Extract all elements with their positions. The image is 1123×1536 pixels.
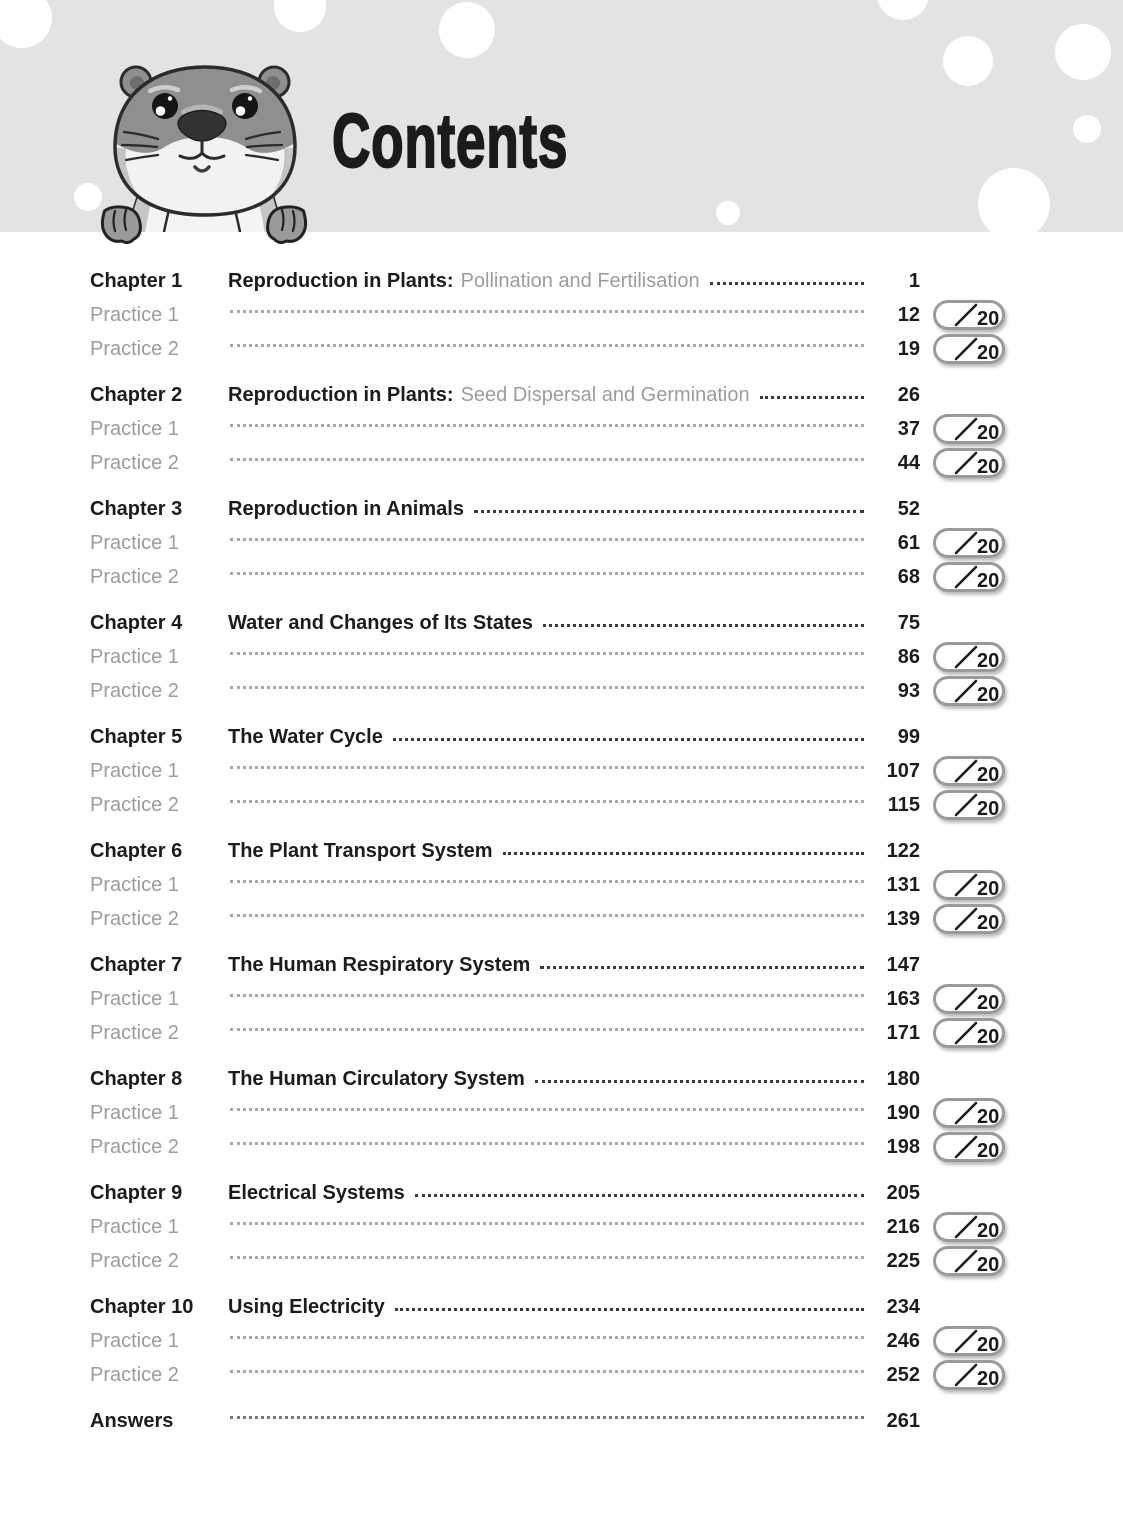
toc-chapter-group xyxy=(90,1176,1005,1278)
dotted-leader xyxy=(230,1336,864,1339)
score-slash-icon xyxy=(938,1249,1000,1273)
chapter-title: Water and Changes of Its States xyxy=(228,611,533,634)
practice-label: Practice 2 xyxy=(90,565,179,588)
practice-page: 107 xyxy=(886,759,920,782)
dotted-leader xyxy=(230,1416,864,1419)
chapter-subtitle: Pollination and Fertilisation xyxy=(460,269,700,292)
score-slash-icon xyxy=(938,1363,1000,1387)
toc-practice-row xyxy=(90,982,1005,1016)
practice-page: 171 xyxy=(886,1021,920,1044)
toc-practice-row xyxy=(90,1324,1005,1358)
chapter-title: Reproduction in Plants: xyxy=(228,383,454,406)
score-box xyxy=(933,1360,1005,1390)
dotted-leader xyxy=(503,852,864,855)
chapter-page: 1 xyxy=(908,269,920,292)
chapter-subtitle: Seed Dispersal and Germination xyxy=(460,383,750,406)
dotted-leader xyxy=(230,800,864,803)
deco-circle xyxy=(74,183,102,211)
practice-page: 216 xyxy=(886,1215,920,1238)
chapter-label: Chapter 2 xyxy=(90,383,183,406)
score-box xyxy=(933,562,1005,592)
score-slash-icon xyxy=(938,565,1000,589)
chapter-label: Chapter 6 xyxy=(90,839,183,862)
chapter-label: Chapter 8 xyxy=(90,1067,183,1090)
score-slash-icon xyxy=(938,1329,1000,1353)
deco-circle xyxy=(1073,115,1101,143)
practice-page: 61 xyxy=(897,531,920,554)
score-slash-icon xyxy=(938,451,1000,475)
score-denominator: 20 xyxy=(977,1220,1000,1239)
score-box xyxy=(933,448,1005,478)
otter-mascot-icon xyxy=(100,55,310,251)
score-denominator: 20 xyxy=(977,764,1000,783)
score-slash-icon xyxy=(938,337,1000,361)
toc-practice-row xyxy=(90,560,1005,594)
chapter-page: 99 xyxy=(897,725,920,748)
score-slash-icon xyxy=(938,1215,1000,1239)
toc-chapter-row xyxy=(90,606,1005,640)
answers-label: Answers xyxy=(90,1409,174,1432)
toc-chapter-row xyxy=(90,264,1005,298)
dotted-leader xyxy=(230,344,864,347)
dotted-leader xyxy=(230,424,864,427)
practice-page: 252 xyxy=(886,1363,920,1386)
score-box xyxy=(933,1326,1005,1356)
dotted-leader xyxy=(710,282,864,285)
chapter-label: Chapter 7 xyxy=(90,953,183,976)
score-box xyxy=(933,676,1005,706)
chapter-title: The Human Respiratory System xyxy=(228,953,531,976)
dotted-leader xyxy=(230,538,864,541)
score-slash-icon xyxy=(938,303,1000,327)
toc-list xyxy=(90,264,1005,1438)
toc-chapter-group xyxy=(90,834,1005,936)
chapter-page: 180 xyxy=(886,1067,920,1090)
chapter-title: The Water Cycle xyxy=(228,725,383,748)
chapter-title: Using Electricity xyxy=(228,1295,385,1318)
practice-page: 44 xyxy=(897,451,920,474)
practice-page: 37 xyxy=(897,417,920,440)
dotted-leader xyxy=(230,652,864,655)
score-denominator: 20 xyxy=(977,456,1000,475)
toc-practice-row xyxy=(90,332,1005,366)
practice-label: Practice 1 xyxy=(90,759,179,782)
dotted-leader xyxy=(230,880,864,883)
dotted-leader xyxy=(230,1142,864,1145)
dotted-leader xyxy=(230,686,864,689)
toc-practice-row xyxy=(90,1096,1005,1130)
dotted-leader xyxy=(230,766,864,769)
score-box xyxy=(933,414,1005,444)
score-box xyxy=(933,984,1005,1014)
deco-circle xyxy=(716,201,740,225)
practice-page: 93 xyxy=(897,679,920,702)
deco-circle xyxy=(0,0,52,48)
toc-practice-row xyxy=(90,902,1005,936)
deco-circle xyxy=(877,0,929,20)
dotted-leader xyxy=(395,1308,864,1311)
dotted-leader xyxy=(393,738,864,741)
score-denominator: 20 xyxy=(977,684,1000,703)
toc-practice-row xyxy=(90,788,1005,822)
chapter-label: Chapter 4 xyxy=(90,611,183,634)
practice-page: 163 xyxy=(886,987,920,1010)
practice-label: Practice 2 xyxy=(90,451,179,474)
answers-row xyxy=(90,1404,1005,1438)
practice-label: Practice 2 xyxy=(90,907,179,930)
chapter-label: Chapter 1 xyxy=(90,269,183,292)
practice-page: 198 xyxy=(886,1135,920,1158)
dotted-leader xyxy=(230,1370,864,1373)
dotted-leader xyxy=(415,1194,864,1197)
toc-chapter-row xyxy=(90,1290,1005,1324)
toc-chapter-group xyxy=(90,1290,1005,1392)
practice-label: Practice 1 xyxy=(90,1329,179,1352)
deco-circle xyxy=(1055,24,1111,80)
dotted-leader xyxy=(230,572,864,575)
practice-page: 131 xyxy=(886,873,920,896)
practice-label: Practice 1 xyxy=(90,531,179,554)
score-box xyxy=(933,334,1005,364)
score-denominator: 20 xyxy=(977,878,1000,897)
score-box xyxy=(933,1132,1005,1162)
practice-label: Practice 2 xyxy=(90,793,179,816)
score-box xyxy=(933,870,1005,900)
practice-page: 115 xyxy=(887,793,920,816)
toc-chapter-group xyxy=(90,606,1005,708)
score-box xyxy=(933,1098,1005,1128)
practice-label: Practice 2 xyxy=(90,1021,179,1044)
practice-page: 246 xyxy=(886,1329,920,1352)
practice-label: Practice 2 xyxy=(90,679,179,702)
score-box xyxy=(933,904,1005,934)
toc-practice-row xyxy=(90,1358,1005,1392)
chapter-title: The Human Circulatory System xyxy=(228,1067,525,1090)
score-box xyxy=(933,642,1005,672)
toc-practice-row xyxy=(90,1130,1005,1164)
chapter-page: 52 xyxy=(897,497,920,520)
score-slash-icon xyxy=(938,1021,1000,1045)
chapter-title: Electrical Systems xyxy=(228,1181,405,1204)
score-box xyxy=(933,528,1005,558)
practice-label: Practice 1 xyxy=(90,303,179,326)
toc-chapter-group xyxy=(90,378,1005,480)
dotted-leader xyxy=(230,1222,864,1225)
score-denominator: 20 xyxy=(977,992,1000,1011)
toc-chapter-row xyxy=(90,720,1005,754)
practice-page: 225 xyxy=(886,1249,920,1272)
practice-label: Practice 1 xyxy=(90,873,179,896)
dotted-leader xyxy=(230,458,864,461)
deco-circle xyxy=(439,2,495,58)
dotted-leader xyxy=(230,1028,864,1031)
dotted-leader xyxy=(230,1256,864,1259)
score-slash-icon xyxy=(938,1135,1000,1159)
toc-practice-row xyxy=(90,754,1005,788)
dotted-leader xyxy=(540,966,864,969)
toc-practice-row xyxy=(90,298,1005,332)
deco-circle xyxy=(943,36,993,86)
toc-chapter-row xyxy=(90,948,1005,982)
score-denominator: 20 xyxy=(977,1368,1000,1387)
score-denominator: 20 xyxy=(977,536,1000,555)
score-denominator: 20 xyxy=(977,1334,1000,1353)
score-slash-icon xyxy=(938,417,1000,441)
toc-practice-row xyxy=(90,640,1005,674)
dotted-leader xyxy=(760,396,864,399)
toc-practice-row xyxy=(90,446,1005,480)
score-box xyxy=(933,790,1005,820)
score-denominator: 20 xyxy=(977,422,1000,441)
toc-practice-row xyxy=(90,1016,1005,1050)
chapter-label: Chapter 10 xyxy=(90,1295,194,1318)
dotted-leader xyxy=(535,1080,864,1083)
chapter-title: Reproduction in Animals xyxy=(228,497,464,520)
page-title: Contents xyxy=(332,99,569,184)
practice-label: Practice 1 xyxy=(90,1215,179,1238)
practice-page: 68 xyxy=(897,565,920,588)
chapter-page: 75 xyxy=(897,611,920,634)
score-denominator: 20 xyxy=(977,1140,1000,1159)
toc-practice-row xyxy=(90,1244,1005,1278)
dotted-leader xyxy=(230,1108,864,1111)
chapter-page: 205 xyxy=(886,1181,920,1204)
practice-label: Practice 2 xyxy=(90,1249,179,1272)
toc-chapter-group xyxy=(90,264,1005,366)
dotted-leader xyxy=(230,914,864,917)
score-box xyxy=(933,300,1005,330)
score-slash-icon xyxy=(938,873,1000,897)
toc-chapter-group xyxy=(90,720,1005,822)
toc-practice-row xyxy=(90,1210,1005,1244)
toc-chapter-row xyxy=(90,378,1005,412)
score-slash-icon xyxy=(938,679,1000,703)
toc-practice-row xyxy=(90,526,1005,560)
score-box xyxy=(933,1246,1005,1276)
dotted-leader xyxy=(230,310,864,313)
score-denominator: 20 xyxy=(977,342,1000,361)
score-box xyxy=(933,1018,1005,1048)
score-slash-icon xyxy=(938,1101,1000,1125)
score-denominator: 20 xyxy=(977,308,1000,327)
dotted-leader xyxy=(230,994,864,997)
toc-practice-row xyxy=(90,674,1005,708)
score-slash-icon xyxy=(938,531,1000,555)
chapter-label: Chapter 9 xyxy=(90,1181,183,1204)
dotted-leader xyxy=(474,510,864,513)
toc-chapter-row xyxy=(90,1176,1005,1210)
score-denominator: 20 xyxy=(977,650,1000,669)
toc-practice-row xyxy=(90,868,1005,902)
deco-circle xyxy=(274,0,326,32)
score-denominator: 20 xyxy=(977,1254,1000,1273)
toc-chapter-row xyxy=(90,834,1005,868)
score-slash-icon xyxy=(938,987,1000,1011)
score-denominator: 20 xyxy=(977,1026,1000,1045)
chapter-label: Chapter 5 xyxy=(90,725,183,748)
chapter-page: 122 xyxy=(886,839,920,862)
toc-chapter-group xyxy=(90,948,1005,1050)
practice-label: Practice 1 xyxy=(90,417,179,440)
practice-page: 12 xyxy=(897,303,920,326)
practice-page: 139 xyxy=(886,907,920,930)
page-number: 261 xyxy=(886,1409,920,1432)
practice-label: Practice 2 xyxy=(90,337,179,360)
practice-label: Practice 1 xyxy=(90,645,179,668)
chapter-title: Reproduction in Plants: xyxy=(228,269,454,292)
toc-chapter-group xyxy=(90,492,1005,594)
score-slash-icon xyxy=(938,759,1000,783)
deco-circle xyxy=(978,168,1050,232)
score-box xyxy=(933,1212,1005,1242)
chapter-page: 26 xyxy=(897,383,920,406)
score-denominator: 20 xyxy=(977,912,1000,931)
practice-label: Practice 1 xyxy=(90,987,179,1010)
chapter-page: 147 xyxy=(886,953,920,976)
score-slash-icon xyxy=(938,645,1000,669)
practice-page: 19 xyxy=(897,337,920,360)
toc-chapter-group xyxy=(90,1062,1005,1164)
score-denominator: 20 xyxy=(977,570,1000,589)
toc-chapter-row xyxy=(90,1062,1005,1096)
practice-page: 86 xyxy=(897,645,920,668)
practice-page: 190 xyxy=(886,1101,920,1124)
toc-practice-row xyxy=(90,412,1005,446)
score-denominator: 20 xyxy=(977,1106,1000,1125)
score-denominator: 20 xyxy=(977,798,1000,817)
practice-label: Practice 2 xyxy=(90,1135,179,1158)
score-slash-icon xyxy=(938,793,1000,817)
practice-label: Practice 2 xyxy=(90,1363,179,1386)
chapter-label: Chapter 3 xyxy=(90,497,183,520)
dotted-leader xyxy=(543,624,864,627)
chapter-page: 234 xyxy=(886,1295,920,1318)
toc-chapter-row xyxy=(90,492,1005,526)
score-box xyxy=(933,756,1005,786)
chapter-title: The Plant Transport System xyxy=(228,839,493,862)
practice-label: Practice 1 xyxy=(90,1101,179,1124)
score-slash-icon xyxy=(938,907,1000,931)
